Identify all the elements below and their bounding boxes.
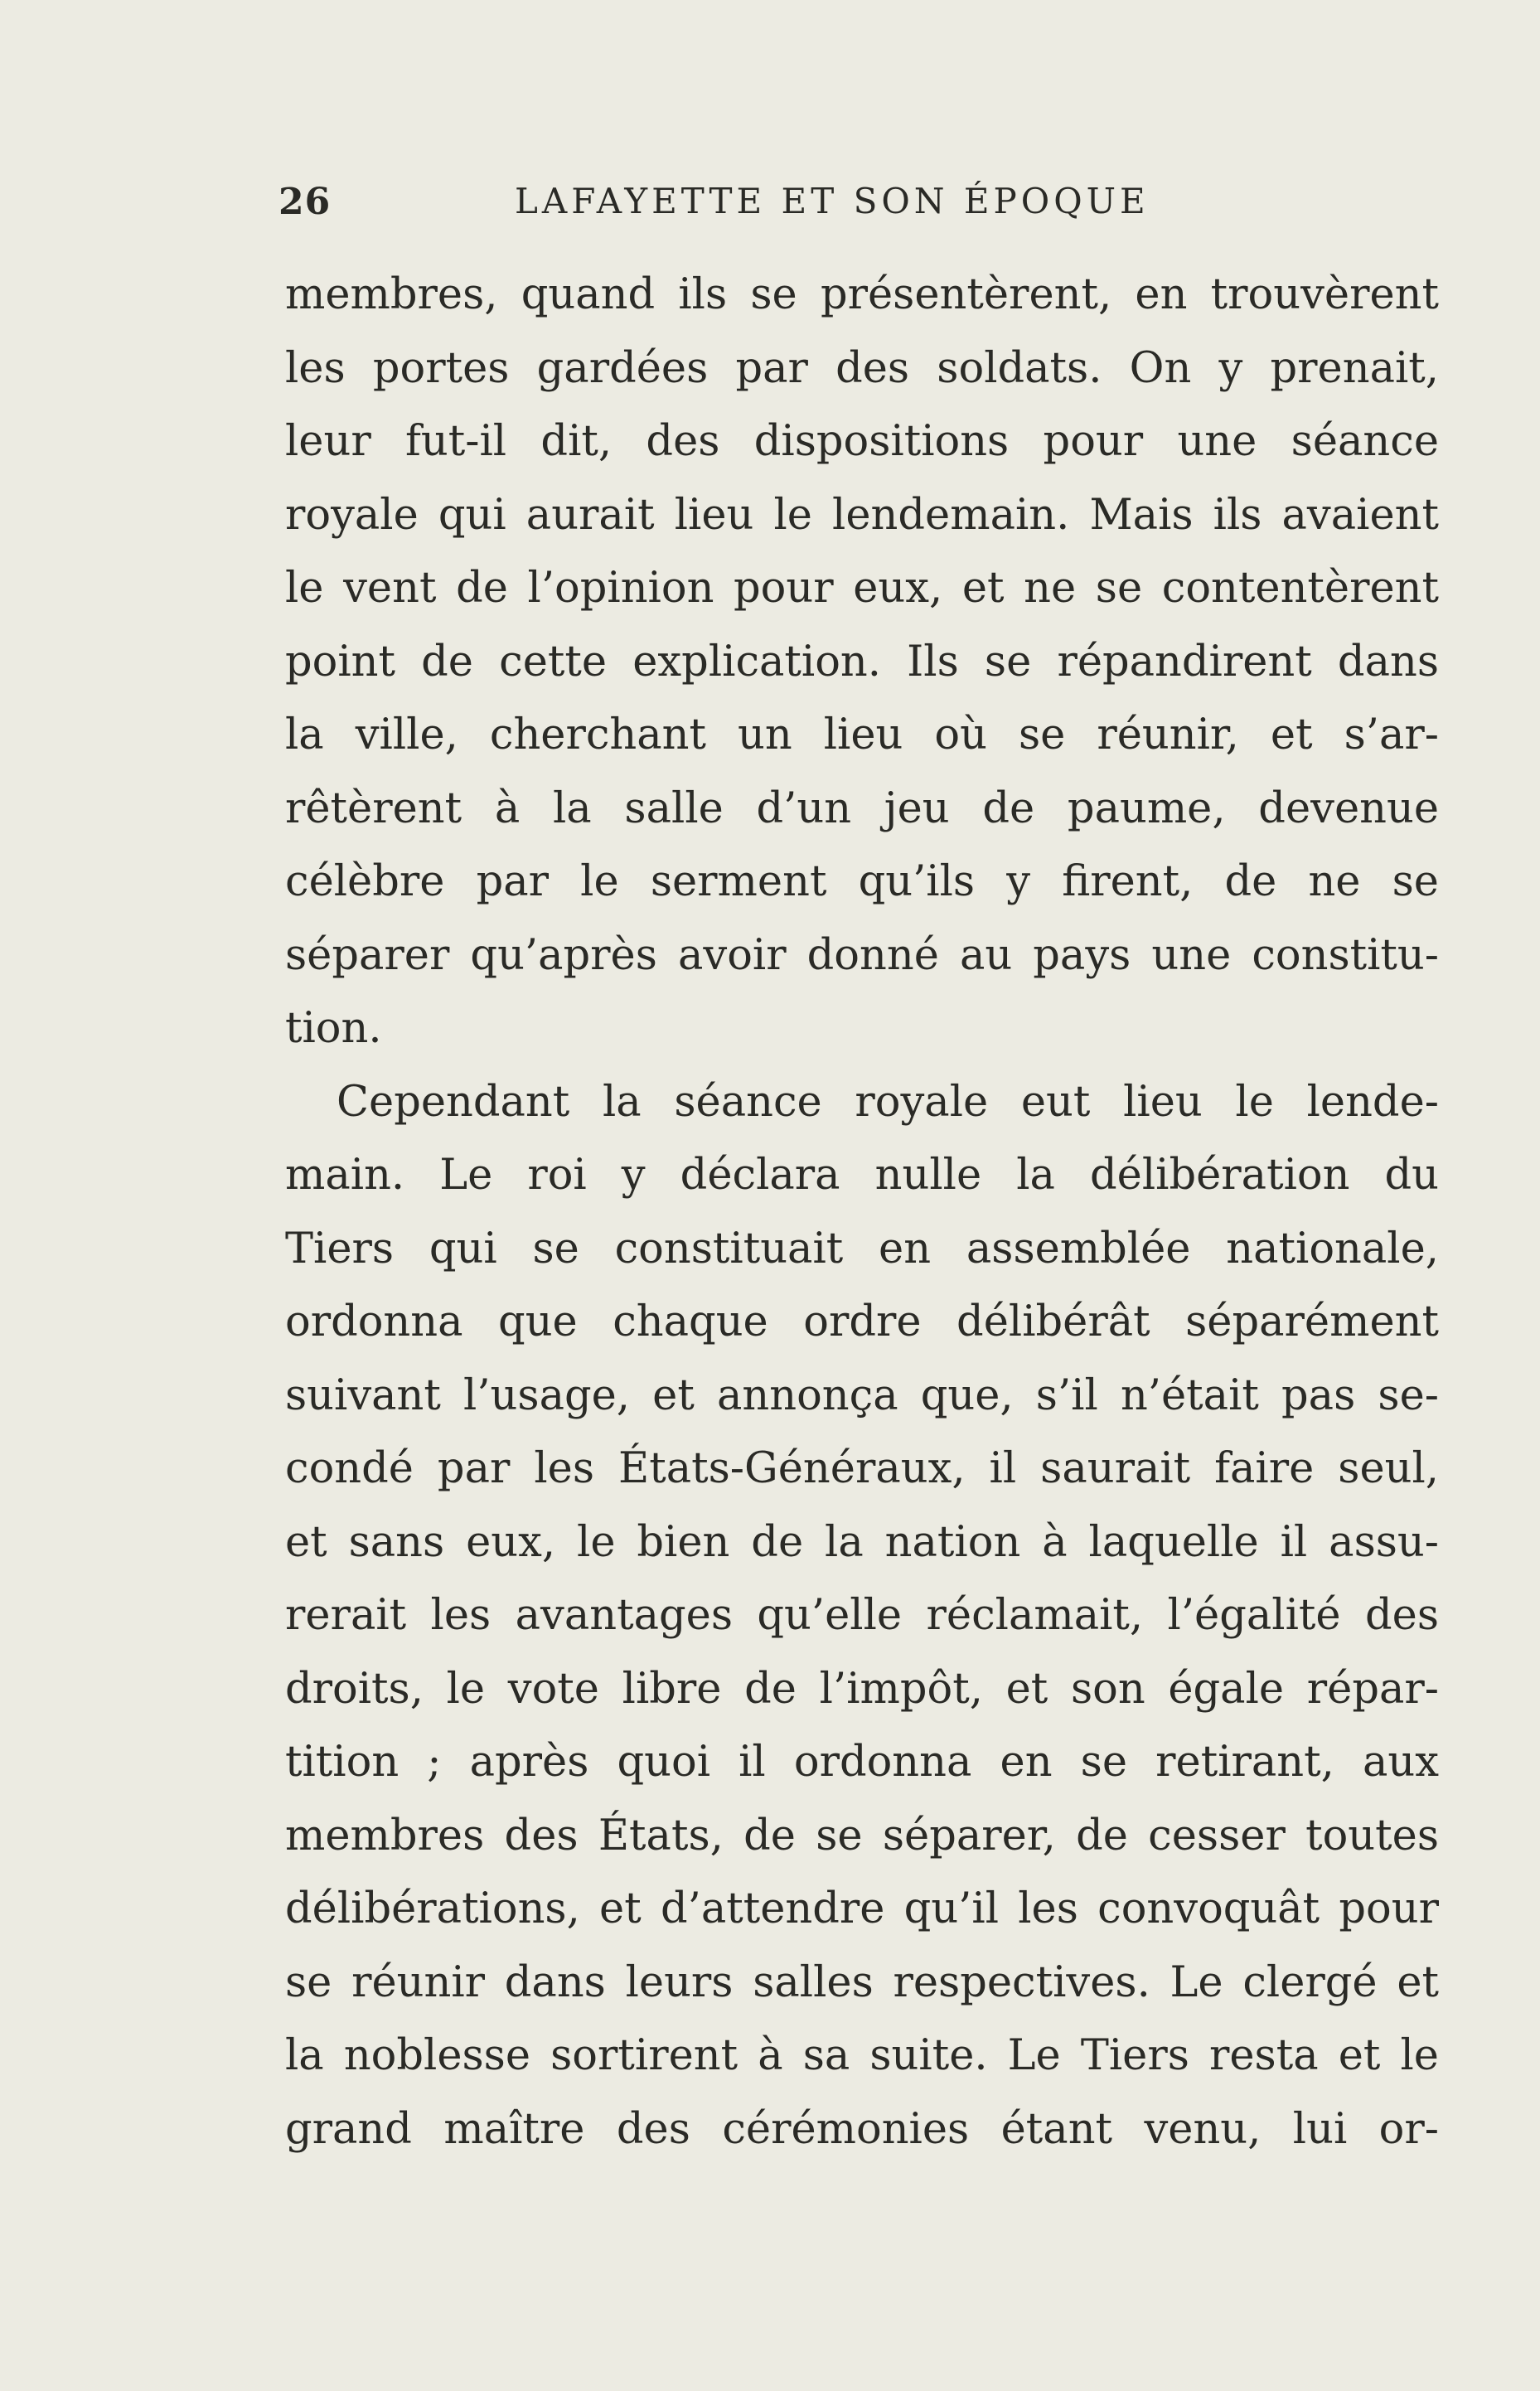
- text-line: tition ; après quoi il ordonna en se retirant, aux: [285, 1738, 1439, 1787]
- body-text: [285, 259, 1439, 2166]
- text-line: et sans eux, le bien de la nation à laquelle il assu-: [285, 1517, 1439, 1567]
- text-line: séparer qu’après avoir donné au pays une constitu-: [285, 930, 1439, 980]
- text-line: Tiers qui se constituait en assemblée nationale,: [285, 1224, 1439, 1273]
- text-line: la noblesse sortirent à sa suite. Le Tiers resta et le: [285, 2031, 1439, 2080]
- text-line: membres des États, de se séparer, de cesser toutes: [285, 1811, 1439, 1860]
- text-line: membres, quand ils se présentèrent, en trouvèrent: [285, 270, 1439, 319]
- text-line: les portes gardées par des soldats. On y prenait,: [285, 343, 1439, 393]
- text-line: droits, le vote libre de l’impôt, et son égale répar-: [285, 1664, 1439, 1714]
- text-line: délibérations, et d’attendre qu’il les convoquât pour: [285, 1884, 1439, 1933]
- text-line: royale qui aurait lieu le lendemain. Mais ils avaient: [285, 490, 1439, 540]
- text-line: tion.: [285, 1004, 382, 1053]
- text-line: point de cette explication. Ils se répandirent dans: [285, 637, 1439, 686]
- running-title: LAFAYETTE ET SON ÉPOQUE: [515, 181, 1150, 221]
- text-line: rêtèrent à la salle d’un jeu de paume, devenue: [285, 783, 1439, 833]
- text-line: célèbre par le serment qu’ils y firent, de ne se: [285, 857, 1439, 906]
- text-line: main. Le roi y déclara nulle la délibération du: [285, 1151, 1439, 1200]
- running-head: [278, 181, 1230, 239]
- text-line: condé par les États-Généraux, il saurait faire seul,: [285, 1444, 1439, 1493]
- text-line: la ville, cherchant un lieu où se réunir, et s’ar-: [285, 711, 1439, 759]
- text-line: rerait les avantages qu’elle réclamait, l’égalité des: [285, 1591, 1439, 1640]
- text-line: suivant l’usage, et annonça que, s’il n’était pas se-: [285, 1370, 1439, 1420]
- text-line: se réunir dans leurs salles respectives. Le clergé et: [285, 1957, 1439, 2007]
- paragraph-start-line: Cependant la séance royale eut lieu le lende-: [337, 1077, 1439, 1127]
- text-line: ordonna que chaque ordre délibérât séparément: [285, 1297, 1439, 1346]
- text-line: leur fut-il dit, des dispositions pour une séance: [285, 417, 1439, 466]
- text-line: le vent de l’opinion pour eux, et ne se contentèrent: [285, 564, 1439, 613]
- text-line: grand maître des cérémonies étant venu, lui or-: [285, 2104, 1439, 2154]
- page-number: 26: [278, 181, 332, 223]
